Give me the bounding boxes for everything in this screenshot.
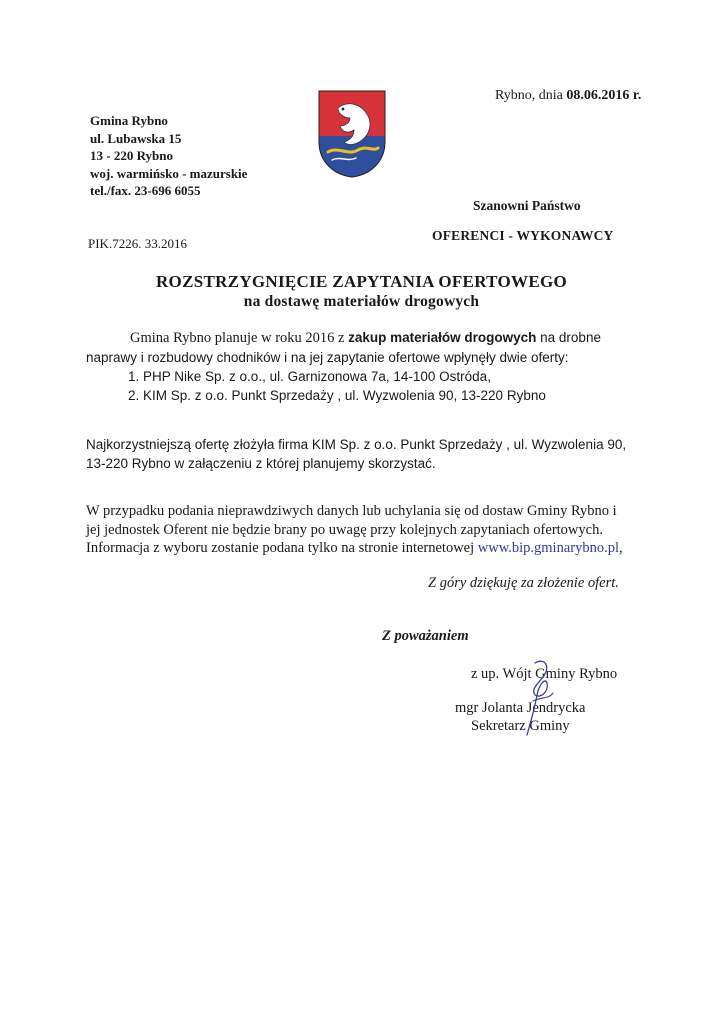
sender-address [90, 112, 247, 200]
intro-text: Gmina Rybno planuje w roku 2016 z [130, 330, 349, 346]
sender-phone: tel./fax. 23-696 6055 [90, 183, 201, 198]
sender-region: woj. warmińsko - mazurskie [90, 165, 248, 181]
reference-number: PIK.7226. 33.2016 [88, 236, 187, 251]
notice-line3-end: , [619, 540, 623, 556]
paragraph-offers-line2: naprawy i rozbudowy chodników i na jej zapytanie ofertowe wpłynęły dwie oferty: [86, 350, 569, 365]
recipients: OFERENCI - WYKONAWCY [432, 228, 614, 243]
intro-bold-text: zakup materiałów drogowych [348, 330, 537, 345]
sender-city: 13 - 220 Rybno [90, 148, 173, 163]
intro-text-end: na drobne [536, 330, 601, 345]
sender-name: Gmina Rybno [90, 113, 168, 128]
winner-line1: Najkorzystniejszą ofertę złożyła firma KIM Sp. z o.o. Punkt Sprzedaży , ul. Wyzwolenia 90, [86, 437, 627, 452]
notice-line2: jej jednostek Oferent nie będzie brany po uwagę przy kolejnych zapytaniach ofertowych. [86, 521, 603, 538]
paragraph-offers [86, 328, 601, 405]
winner-line2: 13-220 Rybno w załączeniu z której planujemy skorzystać. [86, 456, 436, 471]
date-value: 08.06.2016 r. [566, 88, 642, 103]
signatory-authority: z up. Wójt Gminy Rybno [471, 666, 618, 682]
paragraph-notice [86, 502, 623, 558]
paragraph-winner [86, 435, 626, 473]
notice-line3-text: Informacja z wyboru zostanie podana tylko na stronie internetowej [86, 540, 478, 556]
offer-item: 2. KIM Sp. z o.o. Punkt Sprzedaży , ul. Wyzwolenia 90, 13-220 Rybno [128, 388, 546, 403]
document-title: ROZSTRZYGNIĘCIE ZAPYTANIA OFERTOWEGO [155, 272, 568, 291]
notice-line3 [86, 539, 623, 558]
paragraph-offers-line1 [86, 328, 601, 348]
website-link[interactable]: www.bip.gminarybno.pl [477, 540, 620, 556]
notice-line1: W przypadku podania nieprawdziwych danych lub uchylania się od dostaw Gminy Rybno i [86, 503, 617, 519]
date-line [495, 88, 641, 104]
thanks-line: Z góry dziękuję za złożenie ofert. [428, 575, 619, 591]
coat-of-arms-fish-icon [318, 90, 386, 178]
sender-street: ul. Lubawska 15 [90, 130, 182, 146]
regards-line: Z poważaniem [382, 628, 469, 644]
greeting: Szanowni Państwo [473, 198, 581, 213]
document-subtitle: na dostawę materiałów drogowych [243, 293, 480, 310]
offer-item: 1. PHP Nike Sp. z o.o., ul. Garnizonowa 7a, 14-100 Ostróda, [128, 369, 491, 384]
signatory-title: Sekretarz Gminy [471, 718, 570, 734]
date-prefix: Rybno, dnia [495, 88, 567, 103]
handwritten-signature [505, 655, 575, 740]
signatory-name: mgr Jolanta Jendrycka [455, 700, 586, 716]
